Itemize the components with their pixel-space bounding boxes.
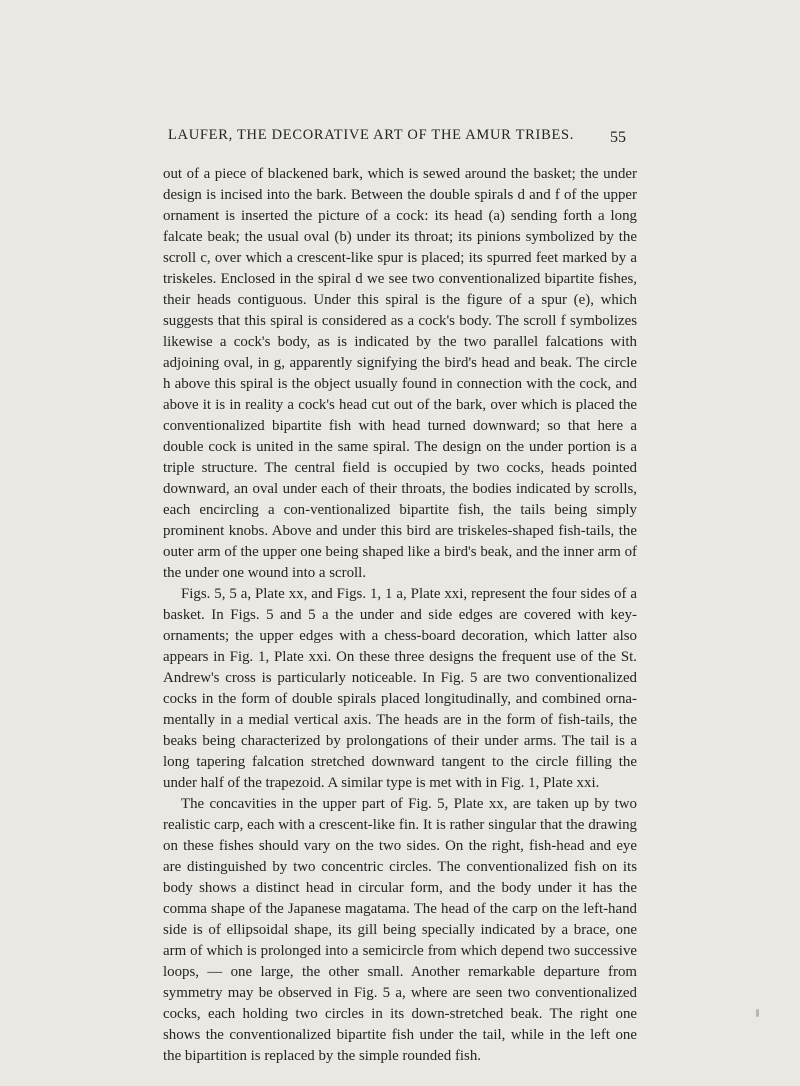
- paragraph-1: out of a piece of blackened bark, which is sewed around the basket; the under design is incised into the bark. Between the double spirals d and f of the upper ornament is inserted the picture of a cock: its head (a) sending forth a long falcate beak; the usual oval (b) under its throat; its pinions symbolized by the scroll c, over which a crescent-like spur is placed; its spurred feet marked by a triskeles. Enclosed in the spiral d we see two conventionalized bipartite fishes, their heads contiguous. Under this spiral is the figure of a spur (e), which suggests that this spiral is considered as a cock's body. The scroll f symbolizes likewise a cock's body, as is indicated by the two parallel falcations with adjoining oval, in g, apparently signifying the bird's head and beak. The circle h above this spiral is the object usually found in connection with the cock, and above it is in reality a cock's head cut out of the bark, over which is placed the conventionalized bipartite fish with head turned downward; so that here a double cock is united in the same spiral. The design on the under portion is a triple structure. The central field is occupied by two cocks, heads pointed downward, an oval under each of their throats, the bodies indicated by scrolls, each encircling a con-ventionalized bipartite fish, the tails being simply prominent knobs. Above and under this bird are triskeles-shaped fish-tails, the outer arm of the upper one being shaped like a bird's beak, and the inner arm of the under one wound into a scroll.: [163, 166, 637, 581]
- running-title: LAUFER, THE DECORATIVE ART OF THE AMUR TRIBES.: [168, 127, 575, 143]
- body-text: [163, 164, 637, 1067]
- running-head: [168, 127, 626, 149]
- page-number: 55: [610, 129, 626, 146]
- paragraph-3: The concavities in the upper part of Fig. 5, Plate xx, are taken up by two realistic carp, each with a crescent-like fin. It is rather singular that the drawing on these fishes should vary on the two sides. On the right, fish-head and eye are distinguished by two concentric circles. The conventionalized fish on its body shows a distinct head in circular form, and the body under it has the comma shape of the Japanese magatama. The head of the carp on the left-hand side is of ellipsoidal shape, its gill being specially indicated by a brace, one arm of which is prolonged into a semicircle from which depend two successive loops, — one large, the other small. Another remarkable departure from symmetry may be observed in Fig. 5 a, where are seen two conventionalized cocks, each holding two circles in its down-stretched beak. The right one shows the conventionalized bipartite fish under the tail, while in the left one the bipartition is replaced by the simple rounded fish.: [163, 796, 637, 1064]
- scan-speck: [756, 1009, 759, 1017]
- paragraph-2: Figs. 5, 5 a, Plate xx, and Figs. 1, 1 a, Plate xxi, represent the four sides of a basket. In Figs. 5 and 5 a the under and side edges are covered with key-ornaments; the upper edges with a chess-board decoration, which latter also appears in Fig. 1, Plate xxi. On these three designs the frequent use of the St. Andrew's cross is particularly noticeable. In Fig. 5 are two conventionalized cocks in the form of double spirals placed longitudinally, and combined orna-mentally in a medial vertical axis. The heads are in the form of fish-tails, the beaks being characterized by prolongations of their under arms. The tail is a long tapering falcation stretched downward tangent to the circle filling the under half of the trapezoid. A similar type is met with in Fig. 1, Plate xxi.: [163, 586, 637, 791]
